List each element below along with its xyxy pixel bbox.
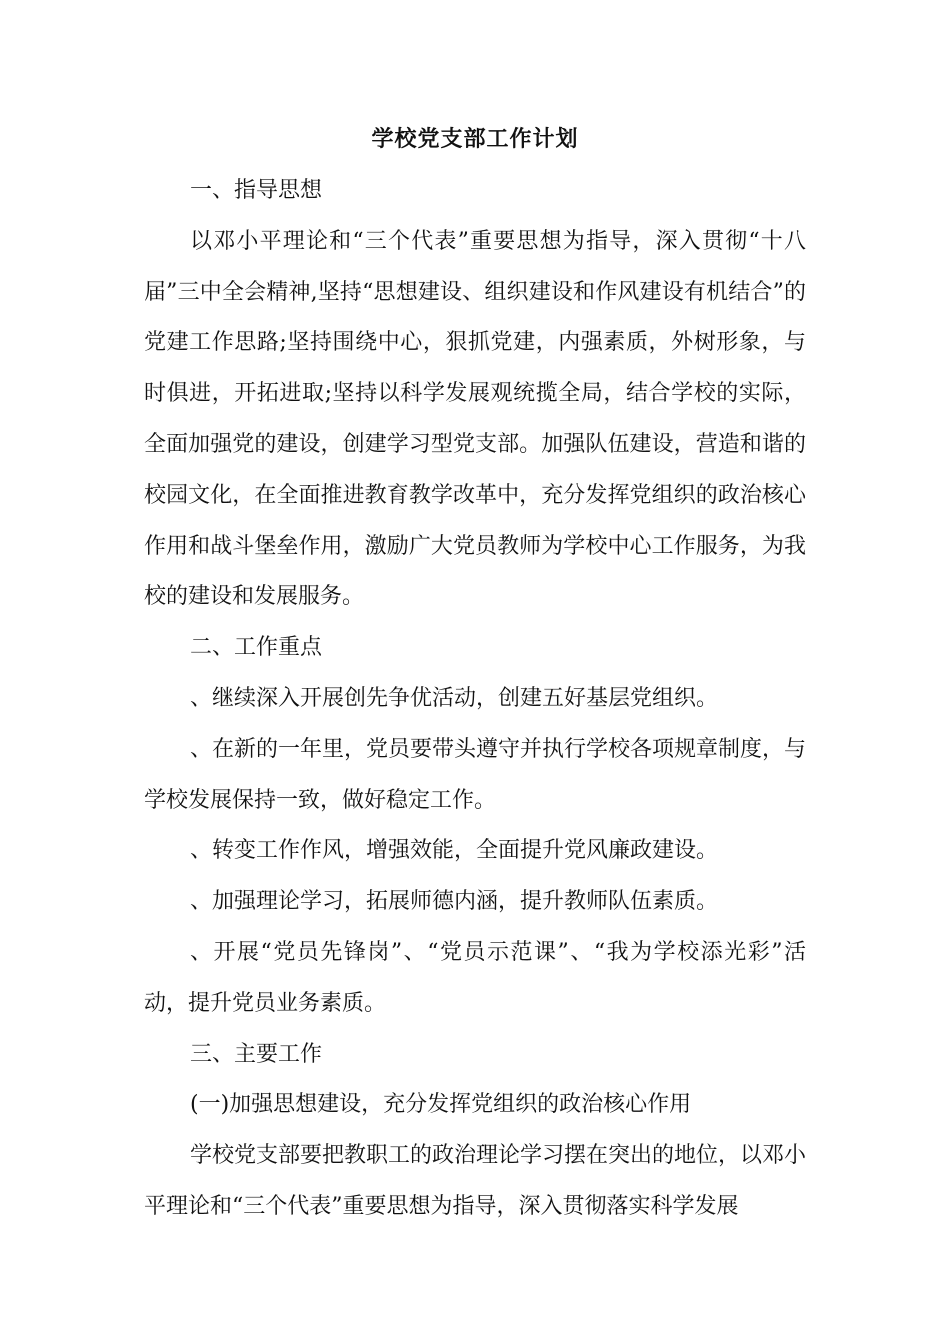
list-item-focus-2: 、在新的一年里，党员要带头遵守并执行学校各项规章制度，与学校发展保持一致，做好稳定工作。 — [144, 736, 807, 813]
document-page — [144, 112, 806, 1233]
section-heading-work-focus: 二、工作重点 — [190, 635, 323, 661]
list-item-focus-5: 、开展“党员先锋岗”、“党员示范课”、“我为学校添光彩”活动，提升党员业务素质。 — [144, 939, 806, 1016]
section-heading-main-work: 三、主要工作 — [190, 1041, 323, 1067]
subsection-heading-ideological-building: (一)加强思想建设，充分发挥党组织的政治核心作用 — [190, 1092, 692, 1118]
document-title: 学校党支部工作计划 — [371, 126, 579, 152]
list-item-focus-4: 、加强理论学习，拓展师德内涵，提升教师队伍素质。 — [190, 889, 719, 915]
paragraph-ideological-building: 学校党支部要把教职工的政治理论学习摆在突出的地位，以邓小平理论和“三个代表”重要思想为指导，深入贯彻落实科学发展 — [144, 1143, 807, 1219]
list-item-focus-3: 、转变工作作风，增强效能，全面提升党风廉政建设。 — [190, 838, 719, 864]
list-item-focus-1: 、继续深入开展创先争优活动，创建五好基层党组织。 — [190, 685, 719, 711]
section-heading-guiding-ideology: 一、指导思想 — [190, 178, 323, 203]
paragraph-guiding-ideology: 以邓小平理论和“三个代表”重要思想为指导，深入贯彻“十八届”三中全会精神,坚持“思想建设、组织建设和作风建设有机结合”的党建工作思路;坚持围绕中心，狠抓党建，内强素质，外树形象，与时俱进，开拓进取;坚持以科学发展观统揽全局，结合学校的实际，全面加强党的建设，创建学习型党支部。加强队伍建设，营造和谐的校园文化，在全面推进教育教学改革中，充分发挥党组织的政治核心作用和战斗堡垒作用，激励广大党员教师为学校中心工作服务，为我校的建设和发展服务。 — [144, 228, 806, 610]
